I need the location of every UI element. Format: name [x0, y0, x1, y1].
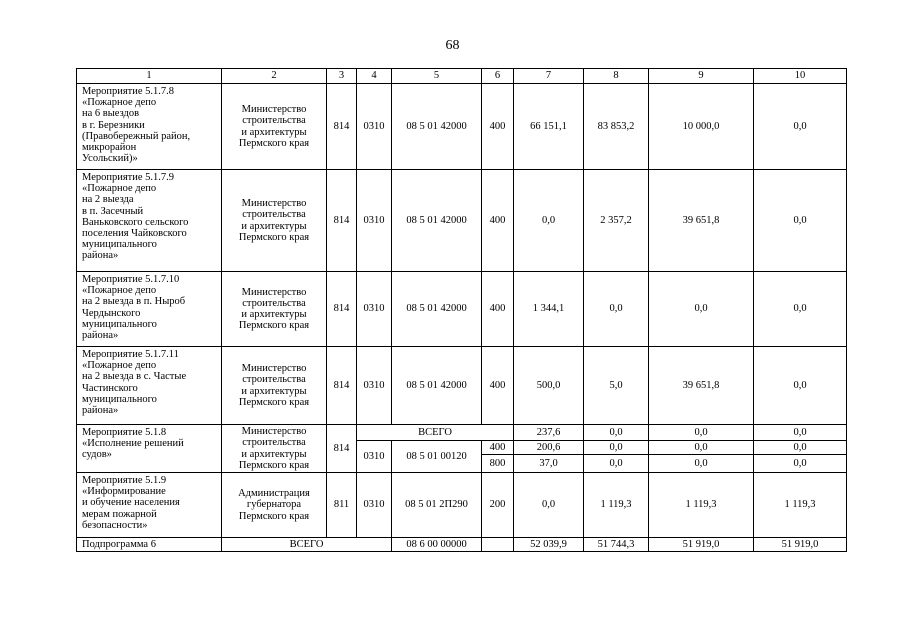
table-row — [77, 84, 847, 170]
cell: 400 — [482, 84, 514, 170]
cell: 51 919,0 — [754, 538, 847, 552]
cell: 0,0 — [649, 425, 754, 441]
cell: 400 — [482, 272, 514, 347]
cell: 814 — [327, 425, 357, 473]
cell: 500,0 — [514, 347, 584, 425]
subprogram-total-row — [77, 538, 847, 552]
cell: 08 5 01 42000 — [392, 347, 482, 425]
event-title: Мероприятие 5.1.7.10 «Пожарное депо на 2 выезда в п. Ныроб Чердынского муниципального района» — [77, 272, 222, 347]
table-row — [77, 170, 847, 272]
table-row — [77, 473, 847, 538]
cell: 0310 — [357, 473, 392, 538]
col-header: 8 — [584, 69, 649, 84]
cell: 0,0 — [649, 272, 754, 347]
cell: 814 — [327, 347, 357, 425]
col-header: 3 — [327, 69, 357, 84]
cell: 200 — [482, 473, 514, 538]
total-label: ВСЕГО — [222, 538, 392, 552]
cell: 08 5 01 42000 — [392, 84, 482, 170]
cell: 0310 — [357, 272, 392, 347]
cell: 0,0 — [754, 455, 847, 473]
subprogram-title: Подпрограмма 6 — [77, 538, 222, 552]
cell: 83 853,2 — [584, 84, 649, 170]
cell: 0,0 — [754, 272, 847, 347]
col-header: 2 — [222, 69, 327, 84]
cell: 0,0 — [584, 441, 649, 455]
event-title: Мероприятие 5.1.7.8 «Пожарное депо на 6 выездов в г. Березники (Правобережный район, микрорайон Усольский)» — [77, 84, 222, 170]
cell: 0,0 — [754, 425, 847, 441]
cell: 0,0 — [649, 455, 754, 473]
col-header: 9 — [649, 69, 754, 84]
responsible-org: Министерство строительства и архитектуры Пермского края — [222, 347, 327, 425]
cell: 37,0 — [514, 455, 584, 473]
cell: 51 744,3 — [584, 538, 649, 552]
cell: 0310 — [357, 347, 392, 425]
cell: 08 5 01 00120 — [392, 441, 482, 473]
cell: 814 — [327, 170, 357, 272]
event-title: Мероприятие 5.1.8 «Исполнение решений судов» — [77, 425, 222, 473]
cell: 400 — [482, 441, 514, 455]
budget-table — [76, 68, 847, 552]
col-header: 4 — [357, 69, 392, 84]
col-header: 7 — [514, 69, 584, 84]
cell: 08 5 01 42000 — [392, 170, 482, 272]
cell: 5,0 — [584, 347, 649, 425]
cell: 0310 — [357, 441, 392, 473]
responsible-org: Министерство строительства и архитектуры Пермского края — [222, 272, 327, 347]
col-header: 5 — [392, 69, 482, 84]
table-row — [77, 347, 847, 425]
cell: 0,0 — [754, 441, 847, 455]
responsible-org: Администрация губернатора Пермского края — [222, 473, 327, 538]
responsible-org: Министерство строительства и архитектуры Пермского края — [222, 170, 327, 272]
cell: 0,0 — [754, 347, 847, 425]
cell: 0,0 — [514, 170, 584, 272]
cell: 400 — [482, 170, 514, 272]
cell: 1 344,1 — [514, 272, 584, 347]
cell: 39 651,8 — [649, 170, 754, 272]
cell: 1 119,3 — [754, 473, 847, 538]
col-header: 1 — [77, 69, 222, 84]
header-row — [77, 69, 847, 84]
cell: 814 — [327, 272, 357, 347]
event-title: Мероприятие 5.1.7.11 «Пожарное депо на 2 выезда в с. Частые Частинского муниципального района» — [77, 347, 222, 425]
cell: 200,6 — [514, 441, 584, 455]
col-header: 10 — [754, 69, 847, 84]
cell: 66 151,1 — [514, 84, 584, 170]
total-label: ВСЕГО — [357, 425, 514, 441]
cell: 814 — [327, 84, 357, 170]
cell: 1 119,3 — [584, 473, 649, 538]
table-row — [77, 272, 847, 347]
cell: 2 357,2 — [584, 170, 649, 272]
page-number: 68 — [445, 38, 460, 53]
cell: 0,0 — [514, 473, 584, 538]
responsible-org: Министерство строительства и архитектуры Пермского края — [222, 84, 327, 170]
cell: 0310 — [357, 84, 392, 170]
cell: 1 119,3 — [649, 473, 754, 538]
cell: 400 — [482, 347, 514, 425]
cell: 0,0 — [584, 425, 649, 441]
cell: 51 919,0 — [649, 538, 754, 552]
cell: 08 6 00 00000 — [392, 538, 482, 552]
cell: 39 651,8 — [649, 347, 754, 425]
cell: 800 — [482, 455, 514, 473]
cell — [482, 538, 514, 552]
cell: 0310 — [357, 170, 392, 272]
cell: 811 — [327, 473, 357, 538]
cell: 52 039,9 — [514, 538, 584, 552]
cell: 237,6 — [514, 425, 584, 441]
cell: 0,0 — [754, 170, 847, 272]
responsible-org: Министерство строительства и архитектуры Пермского края — [222, 425, 327, 473]
cell: 08 5 01 42000 — [392, 272, 482, 347]
event-title: Мероприятие 5.1.7.9 «Пожарное депо на 2 выезда в п. Засечный Ваньковского сельского поселения Чайковского муниципального района» — [77, 170, 222, 272]
cell: 10 000,0 — [649, 84, 754, 170]
col-header: 6 — [482, 69, 514, 84]
cell: 0,0 — [584, 272, 649, 347]
cell: 0,0 — [649, 441, 754, 455]
cell: 0,0 — [584, 455, 649, 473]
cell: 0,0 — [754, 84, 847, 170]
event-title: Мероприятие 5.1.9 «Информирование и обучение населения мерам пожарной безопасности» — [77, 473, 222, 538]
table-row — [77, 425, 847, 441]
cell: 08 5 01 2П290 — [392, 473, 482, 538]
